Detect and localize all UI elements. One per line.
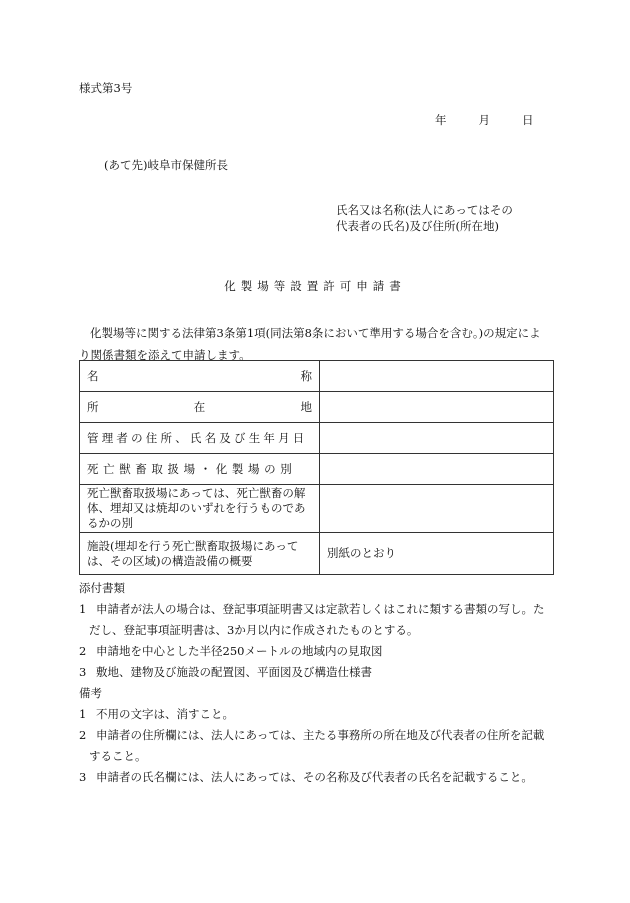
table-label	[80, 392, 320, 423]
list-item-continuation: だし、登記事項証明書は、3か月以内に作成されたものとする。	[89, 623, 419, 637]
notes-heading: 備考	[79, 686, 102, 700]
list-item: 1 申請者が法人の場合は、登記事項証明書又は定款若しくはこれに類する書類の写し。た	[79, 602, 545, 616]
table-label: 死亡獣畜取扱場にあっては、死亡獣畜の解体、埋却又は焼却のいずれを行うものであるかの別	[80, 485, 320, 533]
label-char: 地	[300, 399, 312, 414]
table-value-location[interactable]	[320, 392, 554, 423]
table-label: 施設(埋却を行う死亡獣畜取扱場にあっては、その区域)の構造設備の概要	[80, 533, 320, 575]
table-value-name[interactable]	[320, 361, 554, 392]
table-label: 死亡獣畜取扱場・化製場の別	[80, 454, 320, 485]
table-row-location	[80, 392, 554, 423]
intro-line-1: 化製場等に関する法律第3条第1項(同法第8条において準用する場合を含む。)の規定によ	[90, 326, 541, 340]
table-label	[80, 361, 320, 392]
list-item: 3 敷地、建物及び施設の配置図、平面図及び構造仕様書	[79, 665, 372, 679]
label-char: 名	[87, 368, 99, 383]
date-month: 月	[478, 113, 490, 127]
list-item: 2 申請者の住所欄には、法人にあっては、主たる事務所の所在地及び代表者の住所を記載	[79, 728, 545, 742]
list-item-continuation: すること。	[89, 749, 147, 763]
label-char: 在	[193, 399, 206, 414]
date-line	[435, 112, 534, 128]
list-item: 2 申請地を中心とした半径250メートルの地域内の見取図	[79, 644, 383, 658]
label-char: 所	[87, 399, 99, 414]
table-value-facility[interactable]: 別紙のとおり	[320, 533, 554, 575]
applicant-line-2: 代表者の氏名)及び住所(所在地)	[336, 219, 499, 233]
addressee: (あて先)岐阜市保健所長	[104, 158, 228, 172]
application-table	[79, 360, 554, 575]
list-item: 3 申請者の氏名欄には、法人にあっては、その名称及び代表者の氏名を記載すること。	[79, 770, 533, 784]
table-row-type	[80, 454, 554, 485]
intro-line-2: り関係書類を添えて申請します。	[79, 348, 251, 362]
date-year: 年	[435, 113, 447, 127]
table-value-method[interactable]	[320, 485, 554, 533]
list-item: 1 不用の文字は、消すこと。	[79, 707, 234, 721]
attachments-heading: 添付書類	[79, 581, 125, 595]
applicant-block	[336, 202, 513, 234]
table-row-method	[80, 485, 554, 533]
table-row-facility	[80, 533, 554, 575]
attachments-and-notes	[79, 578, 555, 788]
table-value-manager[interactable]	[320, 423, 554, 454]
applicant-line-1: 氏名又は名称(法人にあってはその	[336, 203, 513, 217]
table-value-type[interactable]	[320, 454, 554, 485]
form-number: 様式第3号	[79, 81, 133, 95]
table-row-manager	[80, 423, 554, 454]
document-title: 化製場等設置許可申請書	[224, 279, 406, 293]
label-char: 称	[300, 368, 312, 383]
table-row-name	[80, 361, 554, 392]
table-label: 管理者の住所、氏名及び生年月日	[80, 423, 320, 454]
date-day: 日	[522, 113, 534, 127]
